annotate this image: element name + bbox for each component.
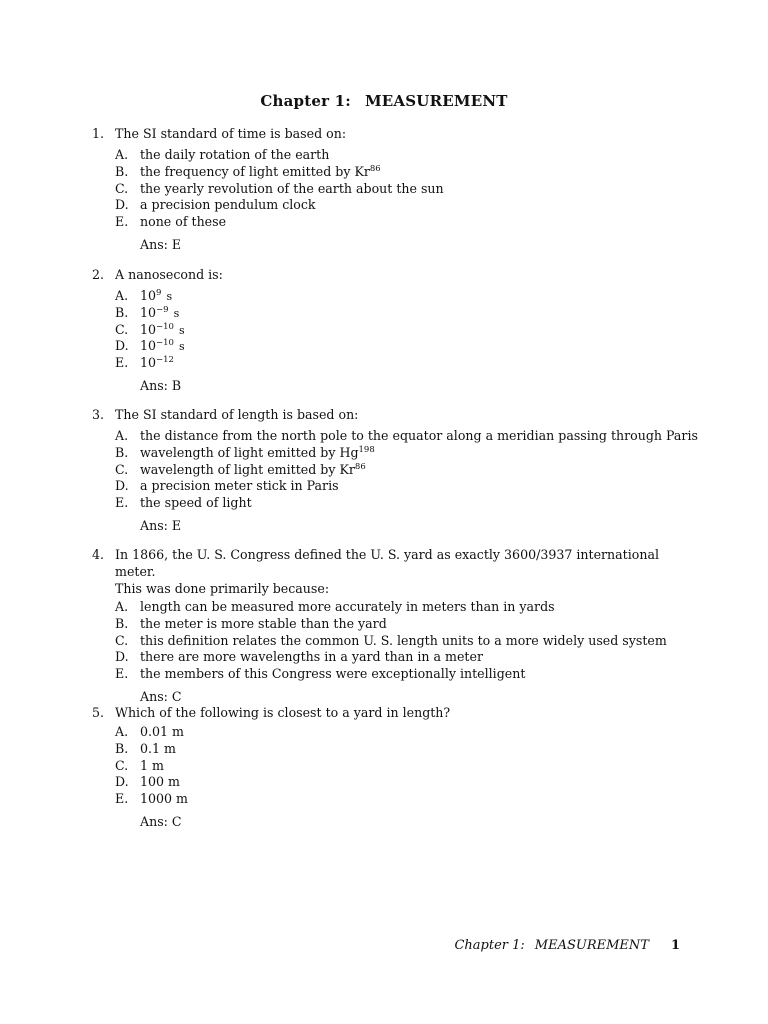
option-text: a precision meter stick in Paris	[140, 478, 339, 494]
answer-value: C	[171, 813, 182, 829]
unit: s	[179, 323, 185, 337]
option-text: this definition relates the common U. S. length units to a more widely used system	[140, 632, 667, 648]
option-text: the meter is more stable than the yard	[140, 615, 387, 631]
option-e	[92, 666, 692, 683]
option-text: 1 m	[140, 757, 164, 773]
option-letter: C.	[115, 461, 129, 477]
option-letter: E.	[115, 495, 129, 511]
option-letter: A.	[115, 428, 129, 443]
option-letter: D.	[115, 478, 129, 494]
option-list	[92, 724, 692, 808]
option-main-text: 10	[140, 338, 157, 354]
option-main-text: 10	[140, 321, 157, 337]
option-a	[92, 147, 692, 164]
option-e	[92, 791, 692, 808]
option-b	[92, 164, 692, 181]
option-letter: C.	[115, 632, 129, 648]
option-text: the members of this Congress were exceptionally intelligent	[140, 666, 526, 682]
superscript: −12	[156, 355, 174, 366]
answer-label: Ans:	[140, 377, 168, 393]
question-number: 2.	[92, 267, 105, 282]
answer-value: E	[171, 517, 182, 533]
option-letter: B.	[115, 615, 129, 631]
option-letter: D.	[115, 774, 129, 790]
question-text: A nanosecond is:	[115, 267, 223, 282]
answer	[140, 689, 692, 705]
option-letter: A.	[115, 599, 129, 614]
answer	[140, 378, 692, 394]
option-list	[92, 147, 692, 231]
question-2	[92, 266, 692, 394]
option-main-text: 10	[140, 304, 157, 320]
option-text: 100 m	[140, 774, 180, 790]
option-a	[92, 428, 698, 445]
option-letter: C.	[115, 321, 129, 337]
option-a	[92, 724, 692, 741]
option-list	[92, 428, 698, 512]
option-letter: C.	[115, 180, 129, 196]
option-d	[92, 478, 692, 495]
option-e	[92, 355, 692, 372]
question-stem	[92, 406, 692, 423]
question-stem	[92, 546, 692, 597]
option-text	[140, 338, 185, 356]
option-main-text: 10	[140, 288, 157, 303]
question-1	[92, 125, 692, 253]
option-b	[92, 305, 692, 322]
option-text: the distance from the north pole to the equator along a meridian passing through Paris	[140, 428, 698, 443]
superscript: 198	[358, 444, 375, 455]
question-4	[92, 546, 692, 705]
option-d	[92, 649, 692, 666]
option-a	[92, 288, 692, 305]
question-text: Which of the following is closest to a yard in length?	[115, 705, 451, 720]
chapter-name: MEASUREMENT	[365, 92, 508, 110]
option-main-text: wavelength of light emitted by Hg	[140, 444, 359, 460]
option-text: the speed of light	[140, 495, 252, 511]
option-letter: D.	[115, 197, 129, 213]
superscript: −10	[156, 321, 174, 332]
question-text: In 1866, the U. S. Congress defined the U. S. yard as exactly 3600/3937 international meter.	[115, 547, 659, 579]
option-text: the yearly revolution of the earth about the sun	[140, 180, 444, 196]
option-text: length can be measured more accurately in meters than in yards	[140, 599, 555, 614]
unit: s	[179, 340, 185, 354]
option-b	[92, 741, 692, 758]
option-letter: D.	[115, 338, 129, 354]
page-footer	[454, 938, 680, 953]
option-text	[140, 288, 172, 306]
question-number: 5.	[92, 705, 105, 720]
option-text	[140, 164, 381, 181]
answer-value: E	[171, 236, 182, 252]
option-letter: A.	[115, 724, 129, 739]
option-b	[92, 445, 692, 462]
option-c	[92, 758, 692, 775]
option-d	[92, 774, 692, 791]
option-c	[92, 462, 692, 479]
option-text	[140, 355, 174, 372]
option-letter: A.	[115, 147, 129, 162]
option-text	[140, 305, 179, 323]
question-stem	[92, 266, 692, 283]
question-5	[92, 704, 692, 830]
option-letter: D.	[115, 649, 129, 665]
option-e	[92, 214, 692, 231]
option-text: 0.1 m	[140, 740, 176, 756]
answer-label: Ans:	[140, 688, 168, 704]
superscript: 9	[156, 288, 162, 298]
option-letter: E.	[115, 214, 129, 230]
option-a	[92, 599, 692, 616]
question-text: The SI standard of time is based on:	[115, 126, 347, 141]
question-stem	[92, 704, 692, 721]
answer-label: Ans:	[140, 236, 168, 252]
question-number: 4.	[92, 547, 105, 562]
option-text: 0.01 m	[140, 724, 184, 739]
option-text: there are more wavelengths in a yard than in a meter	[140, 649, 483, 665]
option-d	[92, 338, 692, 355]
option-main-text: wavelength of light emitted by Kr	[140, 461, 355, 477]
question-stem	[92, 125, 692, 142]
option-letter: B.	[115, 444, 129, 460]
option-letter: B.	[115, 740, 129, 756]
option-letter: C.	[115, 757, 129, 773]
question-number: 1.	[92, 126, 105, 141]
option-letter: B.	[115, 304, 129, 320]
unit: s	[166, 290, 173, 303]
question-3	[92, 406, 698, 534]
option-letter: B.	[115, 163, 129, 179]
option-list	[92, 599, 692, 683]
answer-value: B	[171, 377, 182, 393]
option-text: the daily rotation of the earth	[140, 147, 330, 162]
option-e	[92, 495, 692, 512]
question-text: The SI standard of length is based on:	[115, 407, 359, 422]
option-text	[140, 462, 366, 479]
page-number: 1	[670, 938, 680, 953]
superscript: −9	[156, 304, 169, 315]
option-c	[92, 633, 692, 650]
option-list	[92, 288, 692, 372]
option-c	[92, 181, 692, 198]
option-letter: E.	[115, 666, 129, 682]
option-text: 1000 m	[140, 791, 188, 807]
option-main-text: the frequency of light emitted by Kr	[140, 163, 370, 179]
question-number: 3.	[92, 407, 105, 422]
question-text-line-2: This was done primarily because:	[115, 581, 330, 596]
option-letter: E.	[115, 355, 129, 371]
answer	[140, 814, 692, 830]
option-d	[92, 197, 692, 214]
answer-value: C	[171, 688, 182, 704]
option-text: a precision pendulum clock	[140, 197, 316, 213]
option-c	[92, 322, 692, 339]
answer	[140, 237, 692, 253]
answer	[140, 518, 692, 534]
chapter-label: Chapter 1:	[260, 92, 351, 110]
option-main-text: 10	[140, 355, 157, 371]
option-text	[140, 322, 185, 340]
option-text	[140, 445, 375, 462]
unit: s	[173, 306, 180, 320]
footer-chapter-name: MEASUREMENT	[534, 938, 649, 953]
option-letter: E.	[115, 791, 129, 807]
superscript: 86	[369, 163, 381, 174]
answer-label: Ans:	[140, 517, 168, 533]
option-b	[92, 616, 692, 633]
footer-chapter-label: Chapter 1:	[454, 938, 525, 953]
answer-label: Ans:	[140, 813, 168, 829]
superscript: 86	[354, 461, 366, 472]
option-letter: A.	[115, 288, 129, 303]
option-text: none of these	[140, 214, 227, 230]
page-title	[0, 92, 768, 110]
superscript: −10	[156, 338, 174, 349]
